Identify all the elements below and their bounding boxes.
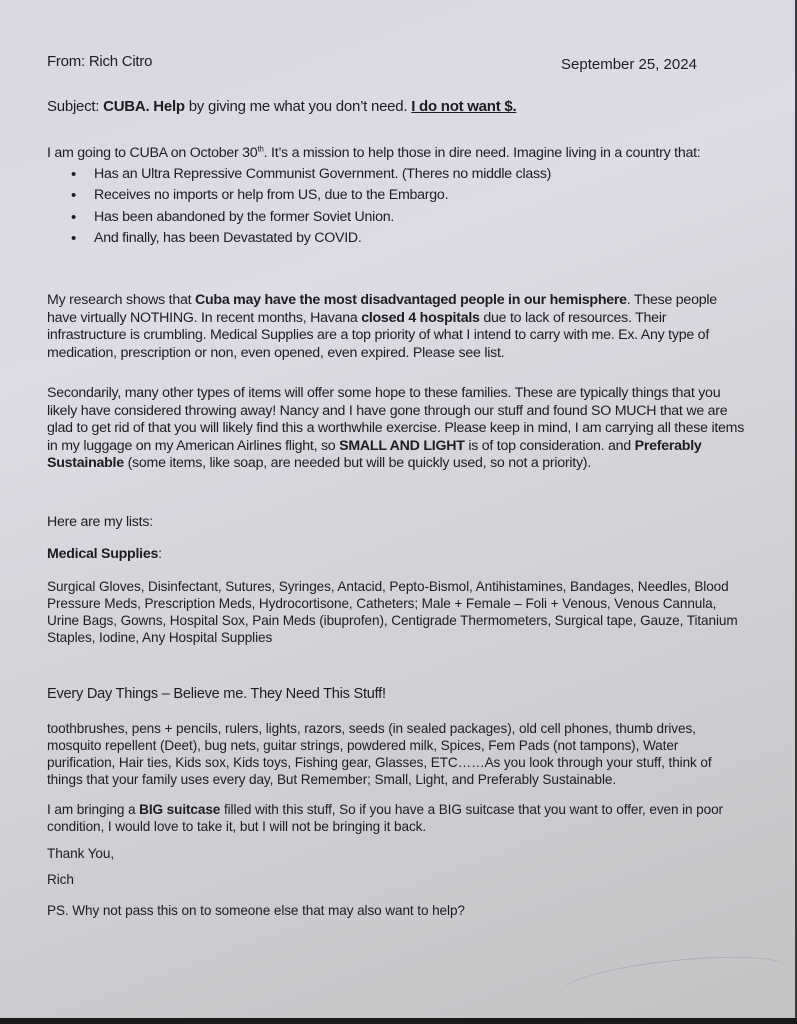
subject-bold: CUBA. Help (103, 98, 185, 115)
everyday-items-list: toothbrushes, pens + pencils, rulers, lights, razors, seeds (in sealed packages), old cell phones, thumb drives, mosquito repellent (Deet), bug nets, guitar strings, powdered milk, Spices, Fem Pads (not tampons), Water purification, Hair ties, Kids sox, Kids toys, Fishing gear, Glasses, ETC……As you look through your stuff, think of things that your family uses every day, But Remember; Small, Light, and Preferably Sustainable. (47, 721, 712, 787)
closing-thanks: Thank You, (47, 846, 115, 861)
research-text-2: . These people have virtually NOTHING. In recent months, Havana (47, 292, 717, 326)
research-paragraph (47, 292, 747, 362)
medical-supplies-list: Surgical Gloves, Disinfectant, Sutures, Syringes, Antacid, Pepto-Bismol, Antihistamines, Bandages, Needles, Blood Pressure Meds, Prescription Meds, Hydrocortisone, Catheters; Male + Female – Foli + Venous, Venous Cannula, Urine Bags, Gowns, Hospital Sox, Pain Meds (ibuprofen), Centigrade Thermometers, Surgical tape, Gauze, Titanium Staples, Iodine, Any Hospital Supplies (47, 579, 738, 645)
suitcase-paragraph (47, 801, 747, 835)
research-text-1: My research shows that (47, 292, 196, 308)
secondarily-bold-1: SMALL AND LIGHT (339, 437, 465, 454)
medical-heading (47, 546, 162, 564)
bullet-item: • Has an Ultra Repressive Communist Government. (Theres no middle class) (47, 164, 747, 186)
research-text-3: due to lack of resources. Their infrastructure is crumbling. Medical Supplies are a top priority of what I intend to carry with me. Ex. Any type of medication, prescription or non, even opened, even expired. Please see list. (47, 309, 710, 361)
signature: Rich (47, 872, 74, 887)
bullet-list (47, 164, 747, 250)
bullet-item: • Receives no imports or help from US, due to the Embargo. (47, 185, 747, 207)
intro-sup: th (257, 144, 264, 154)
subject-underlined: I do not want $. (411, 98, 517, 115)
suitcase-bold: BIG suitcase (139, 802, 221, 817)
subject-text: by giving me what you don’t need. (184, 98, 412, 115)
intro-paragraph (47, 145, 747, 250)
secondarily-text-3: (some items, like soap, are needed but will be quickly used, so not a priority). (123, 455, 591, 472)
bullet-item: • Has been abandoned by the former Soviet Union. (47, 207, 747, 229)
subject-line (47, 98, 516, 116)
letter-date: September 25, 2024 (561, 56, 697, 73)
from-line: From: Rich Citro (47, 53, 153, 70)
paper-crease (558, 948, 791, 1013)
bullet-item: • And finally, has been Devastated by COVID. (47, 228, 747, 250)
secondarily-text-2: is of top consideration. and (464, 437, 635, 454)
lists-intro: Here are my lists: (47, 514, 153, 530)
intro-text-2: . It’s a mission to help those in dire need. Imagine living in a country that: (263, 145, 701, 161)
medical-heading-text: Medical Supplies (47, 546, 159, 562)
postscript: PS. Why not pass this on to someone else that may also want to help? (47, 903, 465, 918)
research-bold-2: closed 4 hospitals (361, 309, 480, 326)
everyday-heading: Every Day Things – Believe me. They Need This Stuff! (47, 686, 386, 702)
secondarily-bold-2: Preferably Sustainable (47, 437, 702, 472)
subject-label: Subject: (47, 98, 104, 115)
suitcase-text-2: filled with this stuff, So if you have a BIG suitcase that you want to offer, even in poor condition, I would love to take it, but I will not be bringing it back. (47, 802, 723, 834)
research-bold-1: Cuba may have the most disadvantaged people in our hemisphere (195, 292, 627, 308)
secondarily-paragraph (47, 385, 747, 473)
intro-text-1: I am going to CUBA on October 30 (47, 145, 258, 161)
secondarily-text-1: Secondarily, many other types of items will offer some hope to these families. These are typically things that you likely have considered throwing away! Nancy and I have gone through our stuff and found SO MUCH that we are glad to get rid of that you will likely find this a worthwhile exercise. Please keep in mind, I am carrying all these items in my luggage on my American Airlines flight, so (47, 385, 745, 454)
medical-heading-colon: : (158, 546, 162, 562)
suitcase-text-1: I am bringing a (47, 802, 140, 817)
